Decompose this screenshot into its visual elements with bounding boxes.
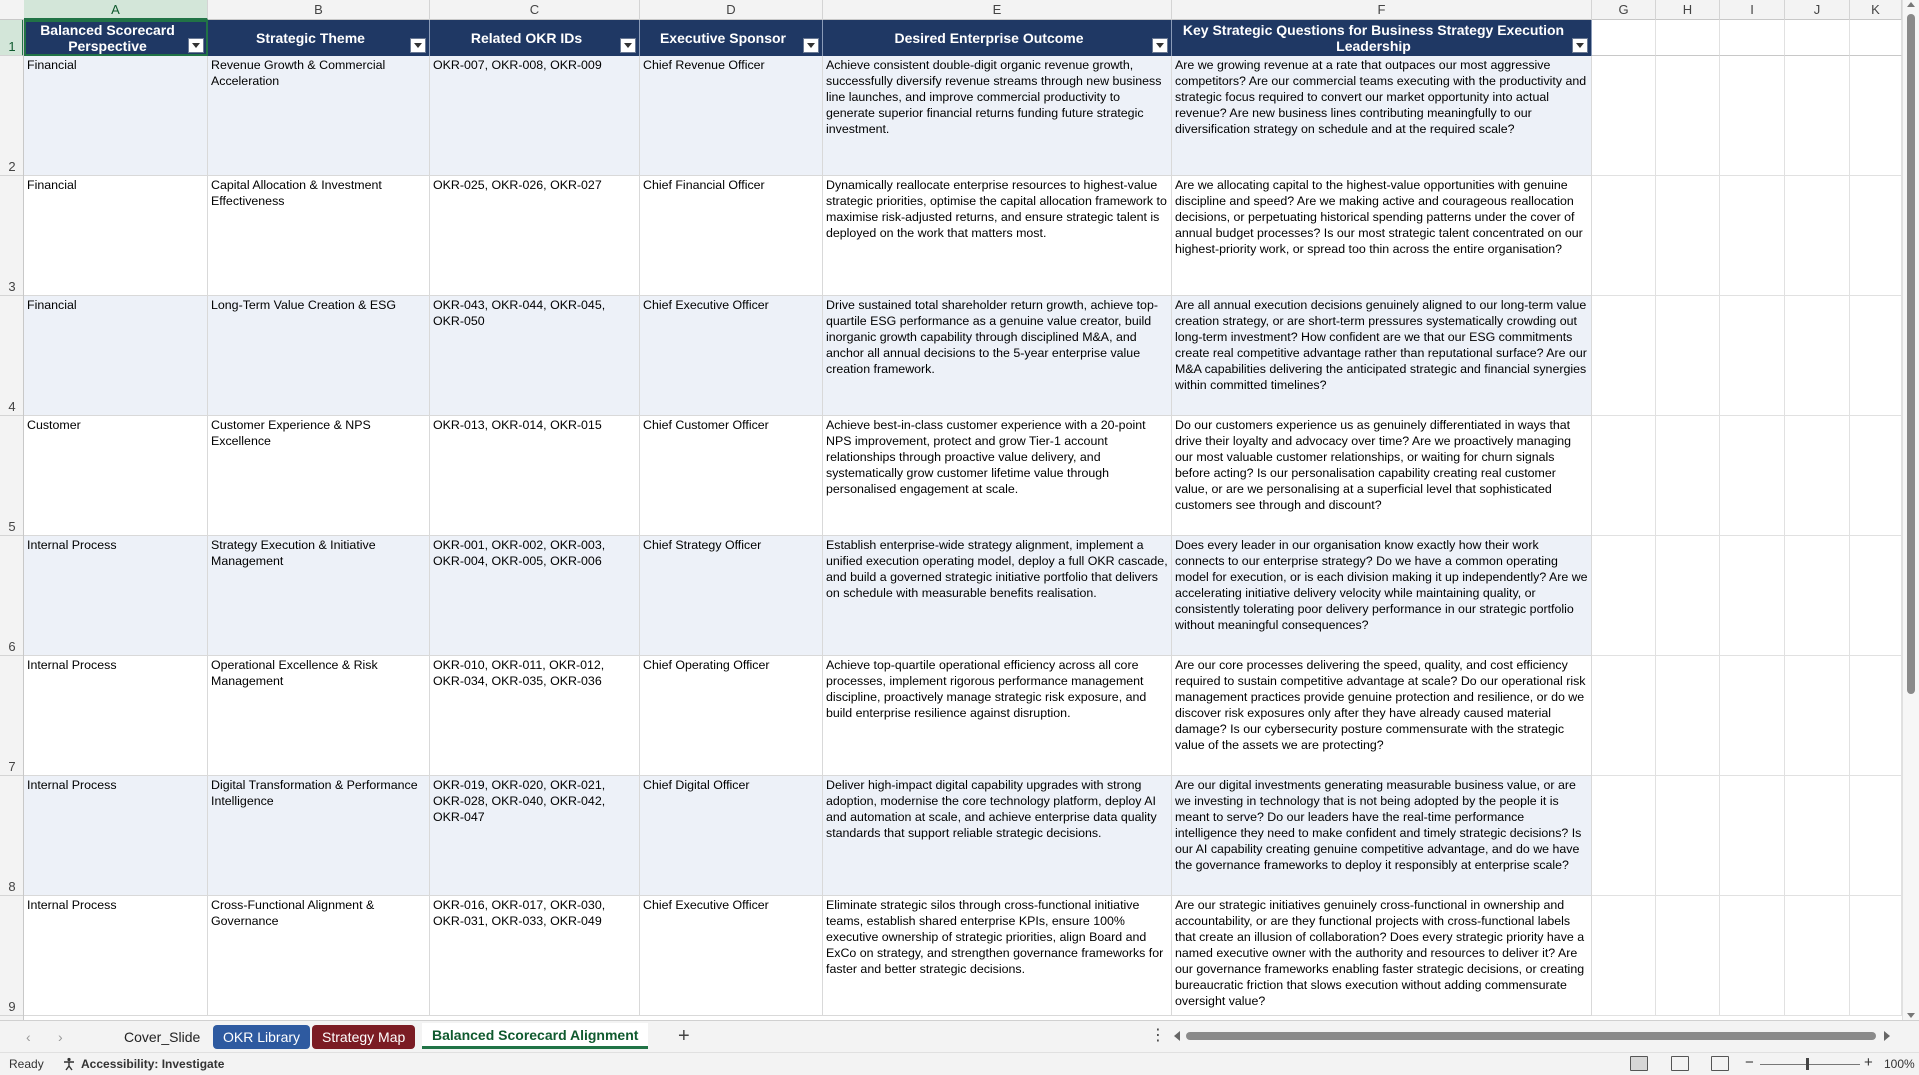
empty-cell[interactable] (1850, 416, 1902, 536)
horizontal-scroll-thumb[interactable] (1186, 1032, 1876, 1040)
cell-executive-sponsor[interactable]: Chief Executive Officer (640, 296, 823, 416)
empty-cell[interactable] (1720, 56, 1785, 176)
header-label: Executive Sponsor (659, 30, 787, 46)
empty-cell[interactable] (1850, 20, 1902, 56)
empty-cell[interactable] (1656, 896, 1720, 1016)
cell-perspective[interactable]: Internal Process (24, 536, 208, 656)
filter-dropdown-icon[interactable] (620, 38, 636, 53)
empty-cell[interactable] (1850, 776, 1902, 896)
empty-cell[interactable] (1785, 896, 1850, 1016)
cell-okr-ids[interactable]: OKR-007, OKR-008, OKR-009 (430, 56, 640, 176)
cell-executive-sponsor[interactable]: Chief Customer Officer (640, 416, 823, 536)
row-header-bar (0, 20, 24, 1020)
table-header-row (24, 20, 1902, 56)
empty-cell[interactable] (1720, 656, 1785, 776)
column-header-g[interactable]: G (1592, 0, 1656, 20)
row-header-4[interactable] (0, 296, 24, 416)
empty-cell[interactable] (1720, 536, 1785, 656)
cell-strategic-theme[interactable]: Cross-Functional Alignment & Governance (208, 896, 430, 1016)
header-strategic-theme[interactable] (208, 20, 430, 56)
zoom-slider[interactable] (1760, 1064, 1860, 1065)
cell-key-questions[interactable]: Are our core processes delivering the speed, quality, and cost efficiency required to sustain competitive advantage at scale? Do our operational risk management practices provide genuine protection and resilience, or do we discover risk exposures only after they have already caused material damage? Is our cybersecurity posture commensurate with the strategic value of the assets we are protecting? (1172, 656, 1592, 776)
column-header-h[interactable]: H (1656, 0, 1720, 20)
cell-desired-outcome[interactable]: Achieve consistent double-digit organic revenue growth, successfully diversify revenue streams through new business line launches, and improve commercial productivity to generate superior financial returns funding future strategic investment. (823, 56, 1172, 176)
cell-perspective[interactable]: Financial (24, 296, 208, 416)
empty-cell[interactable] (1592, 776, 1656, 896)
accessibility-label: Accessibility: Investigate (81, 1057, 225, 1071)
empty-cell[interactable] (1785, 416, 1850, 536)
row-header-3[interactable] (0, 176, 24, 296)
empty-cell[interactable] (1656, 536, 1720, 656)
empty-cell[interactable] (1785, 56, 1850, 176)
cell-strategic-theme[interactable]: Long-Term Value Creation & ESG (208, 296, 430, 416)
row-number-label: 9 (8, 999, 16, 1014)
normal-view-icon[interactable] (1630, 1056, 1648, 1071)
empty-cell[interactable] (1720, 296, 1785, 416)
row-number-label: 4 (8, 399, 16, 414)
accessibility-status[interactable] (62, 1057, 224, 1071)
table-row (24, 176, 1902, 296)
cell-okr-ids[interactable]: OKR-019, OKR-020, OKR-021, OKR-028, OKR-040, OKR-042, OKR-047 (430, 776, 640, 896)
scroll-down-icon[interactable] (1907, 1013, 1915, 1018)
cell-desired-outcome[interactable]: Dynamically reallocate enterprise resources to highest-value strategic priorities, optimise the capital allocation framework to maximise risk-adjusted returns, and ensure strategic talent is deployed on the work that matters most. (823, 176, 1172, 296)
empty-cell[interactable] (1592, 56, 1656, 176)
cell-desired-outcome[interactable]: Establish enterprise-wide strategy alignment, implement a unified execution operating model, deploy a full OKR cascade, and build a governed strategic initiative portfolio that delivers on schedule with measurable benefits realisation. (823, 536, 1172, 656)
worksheet-grid[interactable] (24, 20, 1902, 1020)
empty-cell[interactable] (1850, 176, 1902, 296)
column-header-b[interactable]: B (208, 0, 430, 20)
empty-cell[interactable] (1785, 176, 1850, 296)
scroll-right-icon[interactable] (1884, 1031, 1890, 1041)
cell-desired-outcome[interactable]: Achieve top-quartile operational efficiency across all core processes, implement rigorous performance management discipline, proactively manage strategic risk exposure, and build enterprise resilience against disruption. (823, 656, 1172, 776)
header-key-questions[interactable] (1172, 20, 1592, 56)
tab-strategy-map[interactable]: Strategy Map (312, 1025, 415, 1049)
cell-strategic-theme[interactable]: Strategy Execution & Initiative Management (208, 536, 430, 656)
cell-executive-sponsor[interactable]: Chief Digital Officer (640, 776, 823, 896)
cell-key-questions[interactable]: Does every leader in our organisation know exactly how their work connects to our enterprise strategy? Do we have a common operating model for execution, or is each division making it up independently? Are we accelerating initiative delivery velocity while maintaining quality, or consistently tolerating poor delivery performance in our strategic portfolio without meaningful consequences? (1172, 536, 1592, 656)
column-header-bar (0, 0, 1919, 20)
next-sheet-icon[interactable]: › (58, 1029, 63, 1045)
empty-cell[interactable] (1656, 20, 1720, 56)
table-row (24, 776, 1902, 896)
empty-cell[interactable] (1656, 56, 1720, 176)
empty-cell[interactable] (1850, 536, 1902, 656)
row-number-label: 5 (8, 519, 16, 534)
empty-cell[interactable] (1785, 296, 1850, 416)
table-row (24, 296, 1902, 416)
horizontal-scrollbar[interactable] (1172, 1029, 1892, 1043)
cell-okr-ids[interactable]: OKR-025, OKR-026, OKR-027 (430, 176, 640, 296)
vertical-scroll-thumb[interactable] (1907, 14, 1915, 694)
empty-cell[interactable] (1850, 896, 1902, 1016)
cell-executive-sponsor[interactable]: Chief Revenue Officer (640, 56, 823, 176)
header-label: Balanced Scorecard Perspective (40, 22, 175, 54)
vertical-scrollbar[interactable] (1902, 0, 1919, 1020)
empty-cell[interactable] (1720, 896, 1785, 1016)
header-desired-outcome[interactable] (823, 20, 1172, 56)
cell-key-questions[interactable]: Do our customers experience us as genuinely differentiated in ways that drive their loyalty and advocacy over time? Are we proactively managing our most valuable customer relationships, or waiting for churn signals before acting? Is our personalisation capability creating real customer value, or are we personalising at a superficial level that sophisticated customers see through and discount? (1172, 416, 1592, 536)
row-header-7[interactable] (0, 656, 24, 776)
prev-sheet-icon[interactable]: ‹ (26, 1029, 31, 1045)
cell-desired-outcome[interactable]: Eliminate strategic silos through cross-functional initiative teams, establish shared enterprise KPIs, ensure 100% executive ownership of strategic priorities, align Board and ExCo on strategy, and strengthen governance frameworks for faster and better strategic decisions. (823, 896, 1172, 1016)
cell-okr-ids[interactable]: OKR-043, OKR-044, OKR-045, OKR-050 (430, 296, 640, 416)
zoom-slider-knob[interactable] (1806, 1058, 1809, 1070)
cell-desired-outcome[interactable]: Deliver high-impact digital capability upgrades with strong adoption, modernise the core technology platform, deploy AI and automation at scale, and achieve enterprise data quality standards that support reliable strategic decisions. (823, 776, 1172, 896)
header-label: Strategic Theme (256, 30, 365, 46)
cell-key-questions[interactable]: Are all annual execution decisions genuinely aligned to our long-term value creation strategy, or are short-term pressures systematically crowding out long-term investment? How confident are we that our ESG commitments create real competitive advantage rather than reputational surface? Are our M&A capabilities delivering the anticipated strategic and financial synergies within committed timelines? (1172, 296, 1592, 416)
row-header-8[interactable] (0, 776, 24, 896)
filter-dropdown-icon[interactable] (1572, 38, 1588, 53)
scroll-up-icon[interactable] (1907, 2, 1915, 7)
header-executive-sponsor[interactable] (640, 20, 823, 56)
cell-perspective[interactable]: Customer (24, 416, 208, 536)
filter-dropdown-icon[interactable] (188, 38, 204, 53)
row-number-label: 6 (8, 639, 16, 654)
status-bar (0, 1052, 1919, 1075)
zoom-out-button[interactable]: − (1745, 1054, 1754, 1071)
row-number-label: 2 (8, 159, 16, 174)
sheet-tab-bar (0, 1020, 1919, 1052)
cell-executive-sponsor[interactable]: Chief Financial Officer (640, 176, 823, 296)
filter-dropdown-icon[interactable] (1152, 38, 1168, 53)
status-ready: Ready (9, 1057, 44, 1071)
table-row (24, 56, 1902, 176)
column-header-i[interactable]: I (1720, 0, 1785, 20)
table-row (24, 536, 1902, 656)
empty-cell[interactable] (1720, 416, 1785, 536)
header-label: Key Strategic Questions for Business Strategy Execution Leadership (1182, 22, 1565, 54)
column-header-k[interactable]: K (1850, 0, 1902, 20)
cell-perspective[interactable]: Financial (24, 56, 208, 176)
row-number-label: 8 (8, 879, 16, 894)
cell-key-questions[interactable]: Are our strategic initiatives genuinely cross-functional in ownership and accountability, or are they functional projects with cross-functional labels that create an illusion of collaboration? Does every strategic priority have a named executive owner with the authority and resources to deliver it? Are our governance frameworks enabling faster strategic decisions, or creating bureaucratic friction that slows execution without adding commensurate oversight value? (1172, 896, 1592, 1016)
cell-strategic-theme[interactable]: Digital Transformation & Performance Intelligence (208, 776, 430, 896)
row-header-1[interactable] (0, 20, 24, 56)
more-options-icon[interactable]: ⋮ (1150, 1027, 1166, 1044)
row-number-label: 3 (8, 279, 16, 294)
empty-cell[interactable] (1720, 176, 1785, 296)
zoom-level[interactable]: 100% (1884, 1057, 1915, 1071)
tab-okr-library[interactable]: OKR Library (213, 1025, 310, 1049)
add-sheet-button[interactable]: + (678, 1025, 690, 1047)
cell-perspective[interactable]: Internal Process (24, 656, 208, 776)
table-row (24, 656, 1902, 776)
column-header-f[interactable]: F (1172, 0, 1592, 20)
cell-key-questions[interactable]: Are our digital investments generating measurable business value, or are we investing in technology that is not being adopted by the people it is meant to serve? Do our leaders have the real-time performance intelligence they need to make confident and timely strategic decisions? Is our AI capability creating genuine competitive advantage, and do we have the governance frameworks to deploy it responsibly at enterprise scale? (1172, 776, 1592, 896)
cell-okr-ids[interactable]: OKR-010, OKR-011, OKR-012, OKR-034, OKR-035, OKR-036 (430, 656, 640, 776)
page-layout-view-icon[interactable] (1671, 1056, 1689, 1071)
empty-cell[interactable] (1785, 536, 1850, 656)
empty-cell[interactable] (1592, 20, 1656, 56)
cell-desired-outcome[interactable]: Drive sustained total shareholder return growth, achieve top-quartile ESG performance as a genuine value creator, build inorganic growth capability through disciplined M&A, and anchor all annual decisions to the 5-year enterprise value creation framework. (823, 296, 1172, 416)
column-header-d[interactable]: D (640, 0, 823, 20)
cell-strategic-theme[interactable]: Operational Excellence & Risk Management (208, 656, 430, 776)
header-label: Desired Enterprise Outcome (894, 30, 1084, 46)
empty-cell[interactable] (1720, 776, 1785, 896)
cell-desired-outcome[interactable]: Achieve best-in-class customer experience with a 20-point NPS improvement, protect and grow Tier-1 account relationships through proactive value delivery, and systematically grow customer lifetime value through personalised engagement at scale. (823, 416, 1172, 536)
empty-cell[interactable] (1592, 176, 1656, 296)
cell-okr-ids[interactable]: OKR-016, OKR-017, OKR-030, OKR-031, OKR-033, OKR-049 (430, 896, 640, 1016)
row-header-6[interactable] (0, 536, 24, 656)
page-break-preview-icon[interactable] (1711, 1056, 1729, 1071)
empty-cell[interactable] (1850, 656, 1902, 776)
column-header-e[interactable]: E (823, 0, 1172, 20)
empty-cell[interactable] (1656, 176, 1720, 296)
empty-cell[interactable] (1785, 20, 1850, 56)
row-header-9[interactable] (0, 896, 24, 1016)
cell-executive-sponsor[interactable]: Chief Executive Officer (640, 896, 823, 1016)
row-number-label: 7 (8, 759, 16, 774)
table-row (24, 416, 1902, 536)
empty-cell[interactable] (1850, 296, 1902, 416)
cell-strategic-theme[interactable]: Capital Allocation & Investment Effectiveness (208, 176, 430, 296)
empty-cell[interactable] (1785, 776, 1850, 896)
cell-key-questions[interactable]: Are we allocating capital to the highest-value opportunities with genuine discipline and speed? Are we making active and courageous reallocation decisions, or perpetuating historical spending patterns under the cover of annual budget processes? Is our most strategic talent concentrated on our highest-priority work, or spread too thin across the entire organisation? (1172, 176, 1592, 296)
table-row (24, 896, 1902, 1016)
cell-executive-sponsor[interactable]: Chief Strategy Officer (640, 536, 823, 656)
cell-okr-ids[interactable]: OKR-001, OKR-002, OKR-003, OKR-004, OKR-005, OKR-006 (430, 536, 640, 656)
column-header-c[interactable]: C (430, 0, 640, 20)
scroll-left-icon[interactable] (1174, 1031, 1180, 1041)
empty-cell[interactable] (1592, 896, 1656, 1016)
empty-cell[interactable] (1592, 296, 1656, 416)
accessibility-icon (62, 1057, 76, 1071)
empty-cell[interactable] (1850, 56, 1902, 176)
filter-dropdown-icon[interactable] (803, 38, 819, 53)
empty-cell[interactable] (1656, 296, 1720, 416)
cell-perspective[interactable]: Internal Process (24, 896, 208, 1016)
empty-cell[interactable] (1592, 536, 1656, 656)
empty-cell[interactable] (1592, 416, 1656, 536)
cell-okr-ids[interactable]: OKR-013, OKR-014, OKR-015 (430, 416, 640, 536)
empty-cell[interactable] (1656, 776, 1720, 896)
row-number-label: 1 (8, 39, 16, 54)
header-perspective[interactable] (24, 20, 208, 56)
column-header-j[interactable]: J (1785, 0, 1850, 20)
cell-executive-sponsor[interactable]: Chief Operating Officer (640, 656, 823, 776)
cell-perspective[interactable]: Financial (24, 176, 208, 296)
row-header-2[interactable] (0, 56, 24, 176)
cell-strategic-theme[interactable]: Revenue Growth & Commercial Acceleration (208, 56, 430, 176)
row-header-5[interactable] (0, 416, 24, 536)
cell-strategic-theme[interactable]: Customer Experience & NPS Excellence (208, 416, 430, 536)
tab-balanced-scorecard-alignment[interactable]: Balanced Scorecard Alignment (422, 1023, 648, 1049)
column-header-a[interactable]: A (24, 0, 208, 20)
filter-dropdown-icon[interactable] (410, 38, 426, 53)
tab-cover-slide[interactable]: Cover_Slide (124, 1029, 201, 1045)
header-label: Related OKR IDs (470, 30, 583, 46)
header-related-okr-ids[interactable] (430, 20, 640, 56)
empty-cell[interactable] (1785, 656, 1850, 776)
empty-cell[interactable] (1656, 656, 1720, 776)
cell-perspective[interactable]: Internal Process (24, 776, 208, 896)
cell-key-questions[interactable]: Are we growing revenue at a rate that outpaces our most aggressive competitors? Are our commercial teams executing with the productivity and strategic focus required to convert our market opportunity into actual revenue? Are new business lines contributing meaningfully to our diversification strategy on schedule and at the required scale? (1172, 56, 1592, 176)
empty-cell[interactable] (1720, 20, 1785, 56)
empty-cell[interactable] (1592, 656, 1656, 776)
zoom-in-button[interactable]: + (1864, 1054, 1873, 1071)
empty-cell[interactable] (1656, 416, 1720, 536)
